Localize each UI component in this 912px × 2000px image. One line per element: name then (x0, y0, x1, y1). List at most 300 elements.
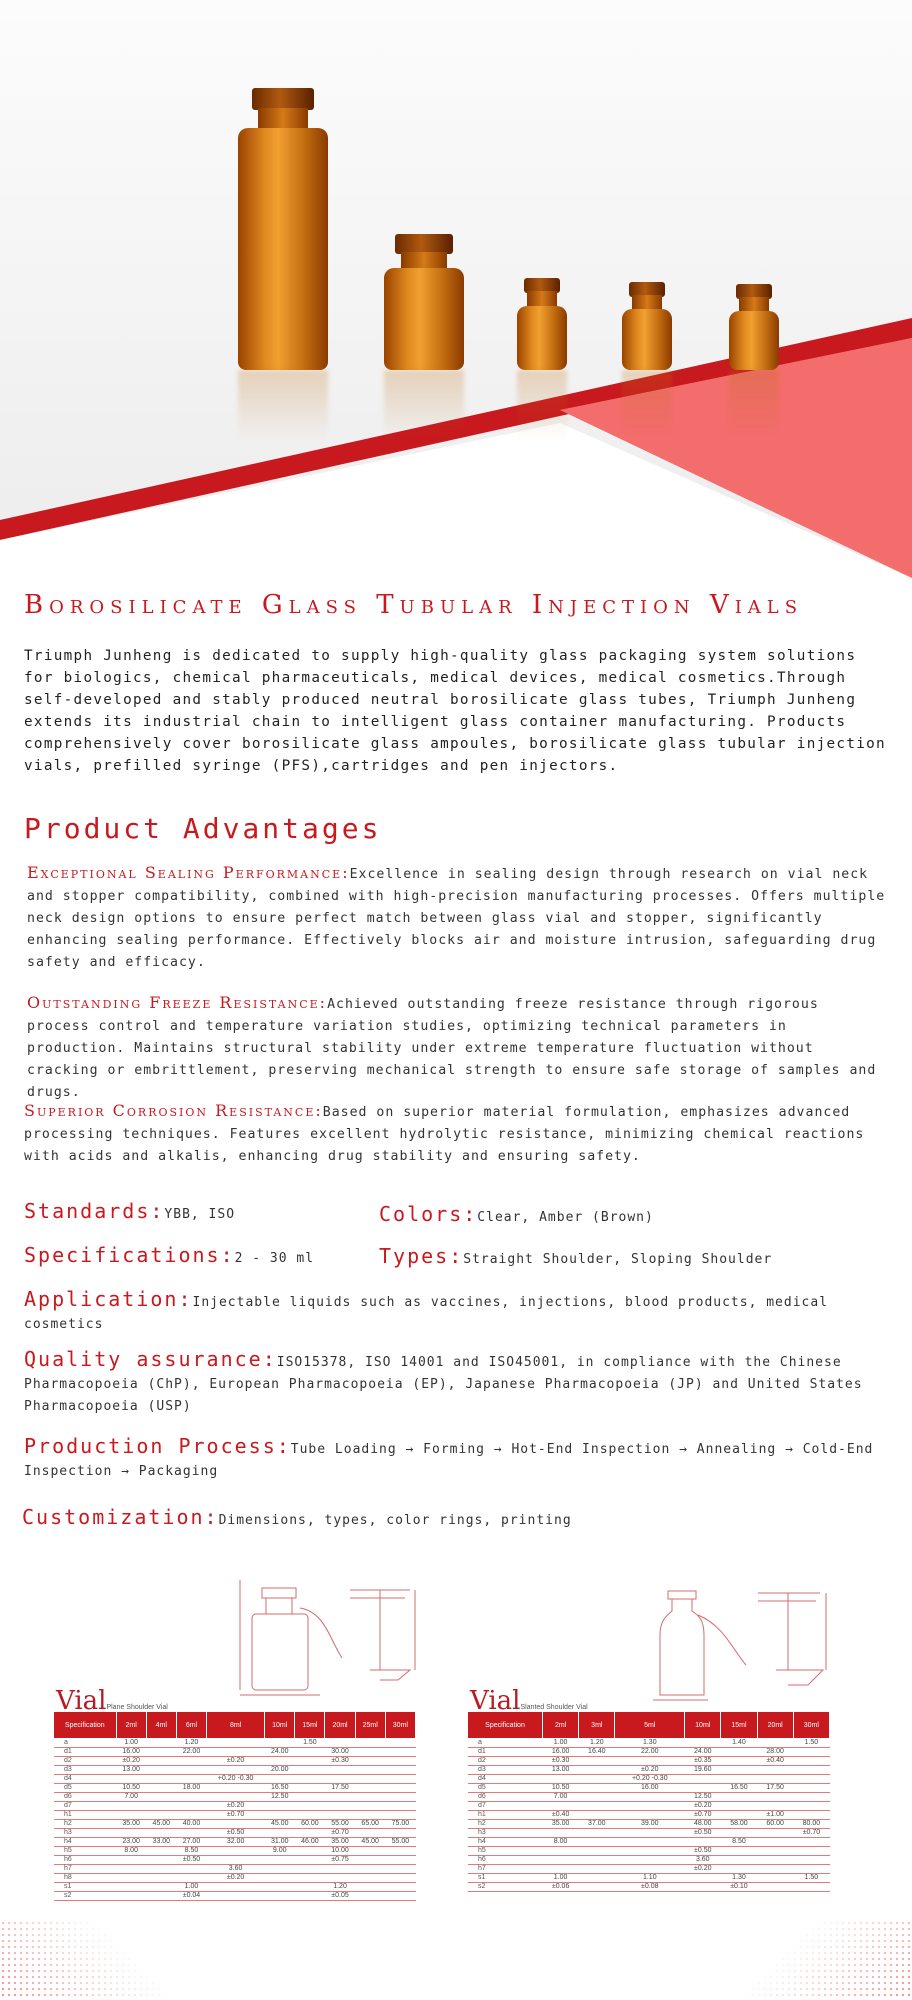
table-cell (579, 1837, 615, 1846)
table-cell (295, 1873, 325, 1882)
table-cell (146, 1882, 176, 1891)
table-row (468, 1837, 830, 1846)
table-cell: 19.60 (685, 1765, 721, 1774)
page-title: Borosilicate Glass Tubular Injection Vials (24, 590, 804, 620)
table-cell (543, 1828, 579, 1837)
table-cell: ±0.75 (325, 1855, 355, 1864)
table-row (54, 1765, 416, 1774)
table-cell (543, 1774, 579, 1783)
table-slanted-shoulder (468, 1686, 830, 1892)
table-cell (295, 1855, 325, 1864)
table-header-cell: 3ml (579, 1712, 615, 1738)
table-cell (325, 1801, 355, 1810)
table-cell (793, 1747, 829, 1756)
table-cell (615, 1801, 685, 1810)
table-cell: 46.00 (295, 1837, 325, 1846)
table-header-cell: 8ml (207, 1712, 265, 1738)
table-cell (265, 1855, 295, 1864)
table-cell (355, 1891, 385, 1900)
table-cell: ±0.35 (685, 1756, 721, 1765)
table-cell (385, 1810, 415, 1819)
table-cell: 17.50 (325, 1783, 355, 1792)
table-cell: d1 (54, 1747, 116, 1756)
table-cell (176, 1873, 206, 1882)
table-cell (579, 1801, 615, 1810)
table-row (54, 1810, 416, 1819)
spec-colors: Colors:Clear, Amber (Brown) (379, 1202, 654, 1226)
table-cell (793, 1765, 829, 1774)
table-cell (721, 1828, 757, 1837)
spec-specifications: Specifications:2 - 30 ml (24, 1243, 315, 1267)
table-cell (385, 1891, 415, 1900)
table-row (54, 1891, 416, 1900)
table-cell: a (54, 1738, 116, 1747)
table-cell: ±0.20 (207, 1756, 265, 1765)
table-cell (146, 1792, 176, 1801)
table-cell (295, 1828, 325, 1837)
table-cell (176, 1756, 206, 1765)
table-cell: d6 (54, 1792, 116, 1801)
table-cell (579, 1873, 615, 1882)
table-cell (385, 1783, 415, 1792)
table-cell (721, 1801, 757, 1810)
table-cell: 1.00 (543, 1873, 579, 1882)
table-cell: 30.00 (325, 1747, 355, 1756)
table-cell: +0.20 -0.30 (207, 1774, 265, 1783)
table-cell (265, 1864, 295, 1873)
table-cell: 1.50 (295, 1738, 325, 1747)
table-cell (207, 1738, 265, 1747)
table-cell (146, 1756, 176, 1765)
table-cell (146, 1774, 176, 1783)
table-cell: 35.00 (116, 1819, 146, 1828)
table-cell (265, 1873, 295, 1882)
table-cell (721, 1765, 757, 1774)
vial-small-3 (729, 284, 779, 370)
table-cell (385, 1882, 415, 1891)
table-cell (721, 1747, 757, 1756)
table-cell: d5 (468, 1783, 543, 1792)
spec-process: Production Process:Tube Loading → Forming → Hot-End Inspection → Annealing → Cold-End Inspection → Packaging (24, 1434, 874, 1479)
table-cell: 35.00 (325, 1837, 355, 1846)
table-cell: 8.50 (176, 1846, 206, 1855)
table-cell (325, 1765, 355, 1774)
table-cell (207, 1792, 265, 1801)
table-cell: ±0.06 (543, 1882, 579, 1891)
advantage-title: Exceptional Sealing Performance: (27, 863, 350, 882)
table-cell (355, 1765, 385, 1774)
table-cell: h7 (468, 1864, 543, 1873)
table-cell: 3.60 (207, 1864, 265, 1873)
advantage-text: Based on superior material formulation, emphasizes advanced processing techniques. Features excellent hydrolytic resistance, minimizing chemical reactions with acids and alkalis, enhancing drug stability and ensuring safety. (24, 1105, 865, 1164)
table-cell (146, 1855, 176, 1864)
table-row (54, 1837, 416, 1846)
spec-table (468, 1712, 830, 1892)
table-cell (757, 1765, 793, 1774)
table-cell (325, 1792, 355, 1801)
table-row (468, 1882, 830, 1891)
table-cell: 45.00 (265, 1819, 295, 1828)
table-cell (207, 1819, 265, 1828)
table-cell (265, 1801, 295, 1810)
table-cell (793, 1801, 829, 1810)
table-cell (295, 1810, 325, 1819)
table-cell: 45.00 (355, 1837, 385, 1846)
table-cell (355, 1846, 385, 1855)
table-cell: 1.50 (793, 1873, 829, 1882)
table-cell: a (468, 1738, 543, 1747)
table-cell: s1 (468, 1873, 543, 1882)
table-cell: ±0.20 (685, 1864, 721, 1873)
table-cell (757, 1873, 793, 1882)
table-cell: ±0.70 (793, 1828, 829, 1837)
table-cell: ±0.50 (176, 1855, 206, 1864)
table-cell: 10.00 (325, 1846, 355, 1855)
table-cell: 1.30 (615, 1738, 685, 1747)
table-cell: d7 (54, 1801, 116, 1810)
table-cell (721, 1846, 757, 1855)
table-row (468, 1738, 830, 1747)
table-cell: d7 (468, 1801, 543, 1810)
table-cell (355, 1783, 385, 1792)
table-cell (295, 1864, 325, 1873)
table-header-cell: 25ml (355, 1712, 385, 1738)
table-cell (793, 1783, 829, 1792)
table-row (468, 1792, 830, 1801)
table-cell (146, 1846, 176, 1855)
table-cell (355, 1882, 385, 1891)
table-cell (385, 1774, 415, 1783)
table-cell: ±1.00 (757, 1810, 793, 1819)
table-cell: 16.50 (265, 1783, 295, 1792)
table-cell (579, 1774, 615, 1783)
table-cell (295, 1846, 325, 1855)
table-cell: h4 (54, 1837, 116, 1846)
table-cell (176, 1810, 206, 1819)
table-cell: ±0.40 (757, 1756, 793, 1765)
table-row (54, 1756, 416, 1765)
table-cell (295, 1891, 325, 1900)
table-cell (385, 1792, 415, 1801)
table-cell (146, 1828, 176, 1837)
diagram-slanted-shoulder-vial (648, 1575, 848, 1705)
table-cell (355, 1864, 385, 1873)
table-cell (355, 1792, 385, 1801)
spec-types: Types:Straight Shoulder, Sloping Shoulder (379, 1244, 773, 1268)
table-cell: h8 (54, 1873, 116, 1882)
table-row (468, 1864, 830, 1873)
table-cell: s2 (468, 1882, 543, 1891)
table-cell: 8.00 (543, 1837, 579, 1846)
table-cell: 1.20 (176, 1738, 206, 1747)
table-cell: d2 (468, 1756, 543, 1765)
table-cell (385, 1765, 415, 1774)
vial-large (238, 88, 328, 370)
table-row (54, 1846, 416, 1855)
table-row (468, 1810, 830, 1819)
table-row (468, 1747, 830, 1756)
table-cell: 13.00 (116, 1765, 146, 1774)
table-cell (757, 1828, 793, 1837)
table-cell (579, 1828, 615, 1837)
table-cell (176, 1801, 206, 1810)
table-cell (176, 1792, 206, 1801)
vial-medium (384, 234, 464, 370)
vial-small-1 (517, 278, 567, 370)
table-cell (146, 1783, 176, 1792)
table-cell (207, 1747, 265, 1756)
table-cell: ±0.20 (685, 1801, 721, 1810)
table-cell: 75.00 (385, 1819, 415, 1828)
table-row (54, 1864, 416, 1873)
table-cell (579, 1855, 615, 1864)
table-cell (176, 1765, 206, 1774)
advantage-freeze (27, 992, 889, 1104)
table-row (54, 1747, 416, 1756)
table-cell (355, 1801, 385, 1810)
table-cell: 1.30 (721, 1873, 757, 1882)
advantage-corrosion (24, 1100, 890, 1168)
table-cell: ±0.20 (615, 1765, 685, 1774)
table-cell (325, 1810, 355, 1819)
table-cell: 55.00 (385, 1837, 415, 1846)
table-cell (385, 1846, 415, 1855)
table-cell (295, 1801, 325, 1810)
table-cell: ±0.50 (685, 1828, 721, 1837)
spec-standards: Standards:YBB, ISO (24, 1199, 236, 1223)
table-cell: ±0.20 (207, 1873, 265, 1882)
table-header-cell: 15ml (721, 1712, 757, 1738)
table-cell (579, 1783, 615, 1792)
table-cell: 12.50 (685, 1792, 721, 1801)
table-cell: d4 (468, 1774, 543, 1783)
table-cell: s1 (54, 1882, 116, 1891)
table-header-cell: Specification (54, 1712, 116, 1738)
table-cell (146, 1810, 176, 1819)
table-cell (721, 1810, 757, 1819)
table-cell (757, 1855, 793, 1864)
table-cell: 33.00 (146, 1837, 176, 1846)
table-cell (325, 1738, 355, 1747)
table-cell (685, 1873, 721, 1882)
table-cell: 7.00 (116, 1792, 146, 1801)
table-cell: h2 (468, 1819, 543, 1828)
table-cell (579, 1810, 615, 1819)
table-cell: h6 (54, 1855, 116, 1864)
table-cell: h1 (468, 1810, 543, 1819)
table-cell (146, 1765, 176, 1774)
table-cell (207, 1846, 265, 1855)
table-cell (116, 1864, 146, 1873)
table-cell: +0.20 -0.30 (615, 1774, 685, 1783)
table-cell (757, 1792, 793, 1801)
table-header-cell: 20ml (757, 1712, 793, 1738)
spec-table (54, 1712, 416, 1901)
table-cell (579, 1864, 615, 1873)
table-header-cell: 30ml (793, 1712, 829, 1738)
table-cell (265, 1774, 295, 1783)
table-cell: 24.00 (685, 1747, 721, 1756)
table-row (54, 1882, 416, 1891)
table-cell (579, 1756, 615, 1765)
table-cell: ±0.50 (685, 1846, 721, 1855)
table-cell: 3.60 (685, 1855, 721, 1864)
table-cell (579, 1846, 615, 1855)
table-cell (116, 1891, 146, 1900)
table-cell (116, 1774, 146, 1783)
table-cell (265, 1810, 295, 1819)
table-cell: 10.50 (543, 1783, 579, 1792)
table-row (54, 1738, 416, 1747)
table-cell (793, 1792, 829, 1801)
table-cell (116, 1855, 146, 1864)
table-cell: 60.00 (295, 1819, 325, 1828)
table-plane-shoulder (54, 1686, 416, 1901)
table-cell: 31.00 (265, 1837, 295, 1846)
table-cell (355, 1756, 385, 1765)
table-cell: ±0.30 (543, 1756, 579, 1765)
table-cell (615, 1855, 685, 1864)
table-cell (757, 1738, 793, 1747)
table-cell (579, 1765, 615, 1774)
table-cell (615, 1756, 685, 1765)
table-cell: 40.00 (176, 1819, 206, 1828)
table-cell: ±0.20 (116, 1756, 146, 1765)
table-cell (295, 1765, 325, 1774)
table-cell (385, 1756, 415, 1765)
table-cell: h5 (54, 1846, 116, 1855)
table-header-cell: 5ml (615, 1712, 685, 1738)
table-cell: 60.00 (757, 1819, 793, 1828)
table-row (468, 1855, 830, 1864)
table-cell (793, 1864, 829, 1873)
table-cell: 1.40 (721, 1738, 757, 1747)
table-cell (721, 1792, 757, 1801)
table-cell (793, 1756, 829, 1765)
table-row (468, 1756, 830, 1765)
table-cell (757, 1864, 793, 1873)
table-cell (265, 1756, 295, 1765)
table-cell (543, 1864, 579, 1873)
table-cell (355, 1738, 385, 1747)
table-title: VialPlane Shoulder Vial (56, 1686, 168, 1716)
table-cell: h7 (54, 1864, 116, 1873)
table-row (468, 1873, 830, 1882)
table-cell: 37.00 (579, 1819, 615, 1828)
table-cell (543, 1801, 579, 1810)
table-cell: 1.00 (116, 1738, 146, 1747)
table-header-cell: 2ml (543, 1712, 579, 1738)
table-cell: ±0.50 (207, 1828, 265, 1837)
table-cell (385, 1738, 415, 1747)
table-cell (757, 1846, 793, 1855)
table-cell (685, 1774, 721, 1783)
table-cell: h1 (54, 1810, 116, 1819)
table-cell: ±0.20 (207, 1801, 265, 1810)
table-cell: 24.00 (265, 1747, 295, 1756)
table-cell: 8.50 (721, 1837, 757, 1846)
table-cell (685, 1738, 721, 1747)
table-cell (579, 1792, 615, 1801)
table-cell: ±0.70 (325, 1828, 355, 1837)
table-cell (146, 1873, 176, 1882)
table-cell: 1.00 (176, 1882, 206, 1891)
vial-small-2 (622, 282, 672, 370)
table-cell (721, 1756, 757, 1765)
advantage-title: Outstanding Freeze Resistance: (27, 993, 328, 1012)
table-cell (385, 1873, 415, 1882)
table-cell (295, 1792, 325, 1801)
table-cell (295, 1747, 325, 1756)
table-row (54, 1855, 416, 1864)
table-header-cell: Specification (468, 1712, 543, 1738)
table-cell: 16.00 (116, 1747, 146, 1756)
table-cell: 8.00 (116, 1846, 146, 1855)
advantage-title: Superior Corrosion Resistance: (24, 1101, 323, 1120)
table-cell (355, 1873, 385, 1882)
table-row (54, 1792, 416, 1801)
table-cell: 1.50 (793, 1738, 829, 1747)
table-cell: d4 (54, 1774, 116, 1783)
table-cell: h3 (54, 1828, 116, 1837)
advantages-heading: Product Advantages (24, 812, 382, 845)
table-cell: h6 (468, 1855, 543, 1864)
table-cell (793, 1882, 829, 1891)
table-header-cell: 30ml (385, 1712, 415, 1738)
table-row (54, 1783, 416, 1792)
table-cell: d6 (468, 1792, 543, 1801)
table-cell (385, 1801, 415, 1810)
table-cell: h2 (54, 1819, 116, 1828)
table-cell (385, 1747, 415, 1756)
table-cell: d3 (54, 1765, 116, 1774)
table-cell (615, 1837, 685, 1846)
table-cell: 32.00 (207, 1837, 265, 1846)
table-header-cell: 10ml (685, 1712, 721, 1738)
spec-customization: Customization:Dimensions, types, color rings, printing (22, 1505, 572, 1529)
table-row (54, 1801, 416, 1810)
table-cell: 18.00 (176, 1783, 206, 1792)
table-cell: 1.10 (615, 1873, 685, 1882)
table-cell: 17.50 (757, 1783, 793, 1792)
table-cell (543, 1855, 579, 1864)
table-header-cell: 20ml (325, 1712, 355, 1738)
dot-pattern-right (732, 1920, 912, 2000)
table-cell: 65.00 (355, 1819, 385, 1828)
table-cell (543, 1846, 579, 1855)
table-cell (385, 1855, 415, 1864)
table-cell: 12.50 (265, 1792, 295, 1801)
table-cell: ±0.05 (325, 1891, 355, 1900)
table-cell: ±0.08 (615, 1882, 685, 1891)
table-cell (295, 1882, 325, 1891)
table-cell: ±0.10 (721, 1882, 757, 1891)
table-cell: 1.20 (579, 1738, 615, 1747)
table-cell: h4 (468, 1837, 543, 1846)
table-cell: d1 (468, 1747, 543, 1756)
table-row (468, 1846, 830, 1855)
table-cell: 13.00 (543, 1765, 579, 1774)
table-cell (355, 1747, 385, 1756)
table-cell: 1.00 (543, 1738, 579, 1747)
table-cell (295, 1774, 325, 1783)
table-cell: 22.00 (176, 1747, 206, 1756)
table-row (468, 1783, 830, 1792)
table-cell (757, 1837, 793, 1846)
table-cell (116, 1828, 146, 1837)
table-header-cell: 2ml (116, 1712, 146, 1738)
table-cell: 80.00 (793, 1819, 829, 1828)
